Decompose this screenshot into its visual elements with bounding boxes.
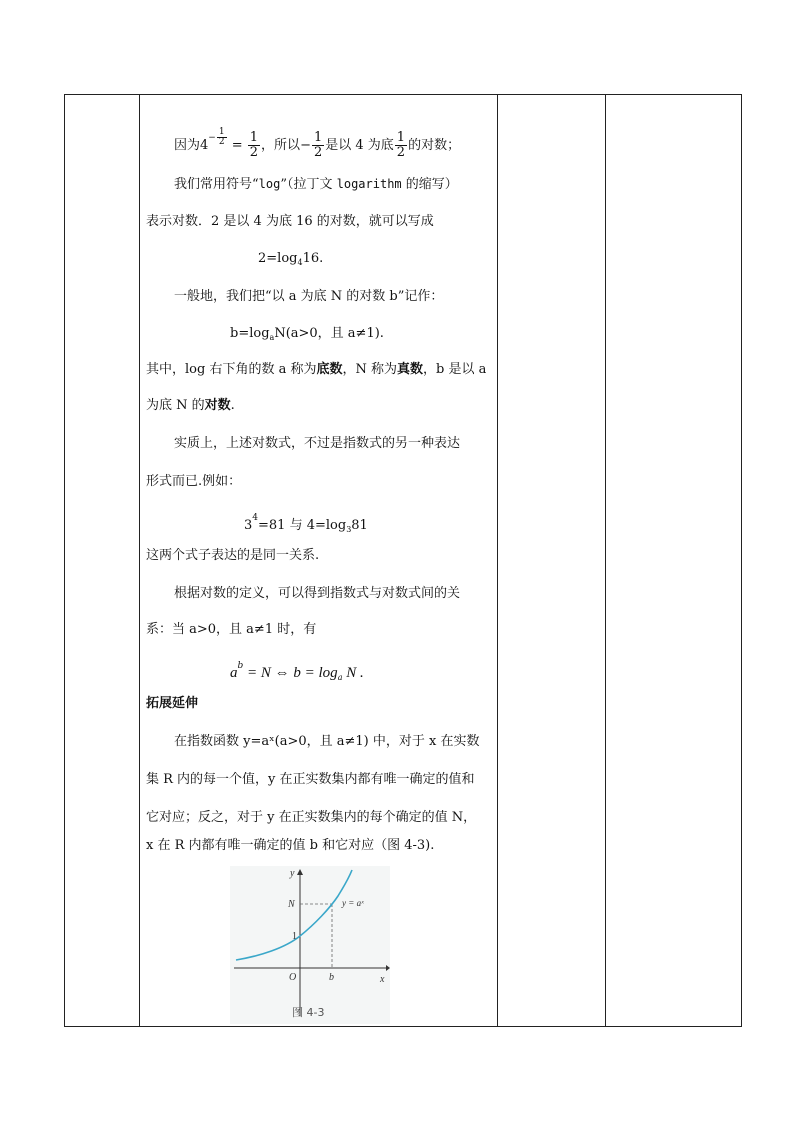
- y-axis-label: y: [290, 868, 295, 879]
- figure-exponential-graph: [230, 866, 390, 1024]
- text: 16.: [302, 251, 324, 266]
- section-heading: 拓展延伸: [146, 696, 199, 711]
- paragraph-example: [146, 124, 460, 160]
- subscript: a: [337, 673, 343, 682]
- denominator: 2: [396, 145, 406, 160]
- exponent: b: [237, 661, 244, 671]
- numerator: 1: [313, 130, 323, 145]
- numerator: 1: [396, 130, 406, 145]
- text: N(a>0，且 a≠1).: [274, 326, 384, 341]
- paragraph-line: 它对应；反之，对于 y 在正实数集内的每个确定的值 N，: [146, 810, 477, 825]
- text: −: [300, 138, 311, 153]
- exponent: [208, 127, 227, 147]
- figure-background: [230, 866, 390, 1024]
- one-label: 1: [292, 931, 297, 942]
- graph-svg: [230, 866, 390, 1024]
- paragraph-line: [146, 360, 486, 380]
- formula: [244, 508, 368, 540]
- text: = N ⇔ b = log: [243, 665, 338, 681]
- text: 其中，log 右下角的数 a 称为: [146, 362, 317, 377]
- curve-label: y = aˣ: [342, 898, 364, 908]
- formula: [230, 324, 384, 348]
- paragraph-line: 这两个式子表达的是同一关系.: [146, 548, 320, 563]
- column-divider: [497, 95, 498, 1026]
- numerator: 1: [249, 130, 259, 145]
- paragraph-line: [146, 174, 458, 195]
- denominator: 2: [218, 137, 225, 147]
- text: N .: [342, 665, 364, 681]
- text: 为底 N 的: [146, 398, 205, 413]
- term-base: 底数: [316, 362, 343, 377]
- fraction: [217, 128, 227, 147]
- subscript: 3: [346, 525, 352, 534]
- fraction: [312, 131, 324, 160]
- origin-label: O: [289, 972, 297, 983]
- paragraph-line: 根据对数的定义，可以得到指数式与对数式间的关: [174, 586, 461, 601]
- term-logarithm: 对数: [204, 398, 231, 413]
- paragraph-line: [146, 396, 235, 416]
- subscript: 4: [297, 258, 303, 267]
- text: −: [208, 133, 216, 143]
- text: .: [230, 398, 235, 413]
- term-antilog: 真数: [397, 362, 424, 377]
- text: 4: [200, 138, 209, 153]
- text: 是以 4 为底: [325, 138, 394, 153]
- text: ，b 是以 a: [423, 362, 487, 377]
- text: log: [258, 177, 281, 191]
- N-label: N: [288, 899, 295, 910]
- denominator: 2: [249, 145, 259, 160]
- paragraph-line: 表示对数．2 是以 4 为底 16 的对数，就可以写成: [146, 214, 434, 229]
- formula: [258, 249, 323, 273]
- paragraph-line: 集 R 内的每一个值，y 在正实数集内都有唯一确定的值和: [146, 772, 475, 787]
- text: 的对数；: [408, 138, 461, 153]
- text: =: [231, 138, 243, 153]
- text: 的缩写）: [401, 177, 458, 192]
- text: 我们常用符号“: [174, 177, 259, 192]
- b-label: b: [329, 972, 334, 983]
- column-divider: [605, 95, 606, 1026]
- paragraph-line: 一般地，我们把“以 a 为底 N 的对数 b”记作：: [174, 289, 444, 304]
- paragraph-line: 系：当 a>0，且 a≠1 时，有: [146, 622, 317, 637]
- text: 3: [244, 518, 253, 533]
- denominator: 2: [313, 145, 323, 160]
- exponent: 4: [252, 513, 259, 523]
- column-divider: [139, 95, 140, 1026]
- fraction: [248, 131, 260, 160]
- paragraph-line: 形式而已.例如：: [146, 474, 242, 489]
- paragraph-line: x 在 R 内都有唯一确定的值 b 和它对应（图 4-3).: [146, 838, 435, 853]
- text: ，N 称为: [342, 362, 397, 377]
- text: b=log: [230, 326, 270, 341]
- numerator: 1: [218, 127, 225, 137]
- formula-equivalence: [230, 656, 364, 688]
- text: 2=log: [258, 251, 298, 266]
- fraction: [395, 131, 407, 160]
- text: 81: [351, 518, 368, 533]
- paragraph-line: 实质上，上述对数式，不过是指数式的另一种表达: [174, 436, 461, 451]
- paragraph-line: 在指数函数 y=aˣ(a>0，且 a≠1) 中，对于 x 在实数: [174, 734, 480, 749]
- text: =81 与 4=log: [258, 518, 347, 533]
- text: logarithm: [336, 177, 402, 191]
- text: a: [230, 665, 238, 681]
- text: ”（拉丁文: [280, 177, 337, 192]
- figure-caption: 图 4-3: [292, 1006, 325, 1019]
- text: ，所以: [261, 138, 301, 153]
- subscript: a: [269, 333, 275, 342]
- text: 因为: [174, 138, 201, 153]
- x-axis-label: x: [380, 974, 385, 985]
